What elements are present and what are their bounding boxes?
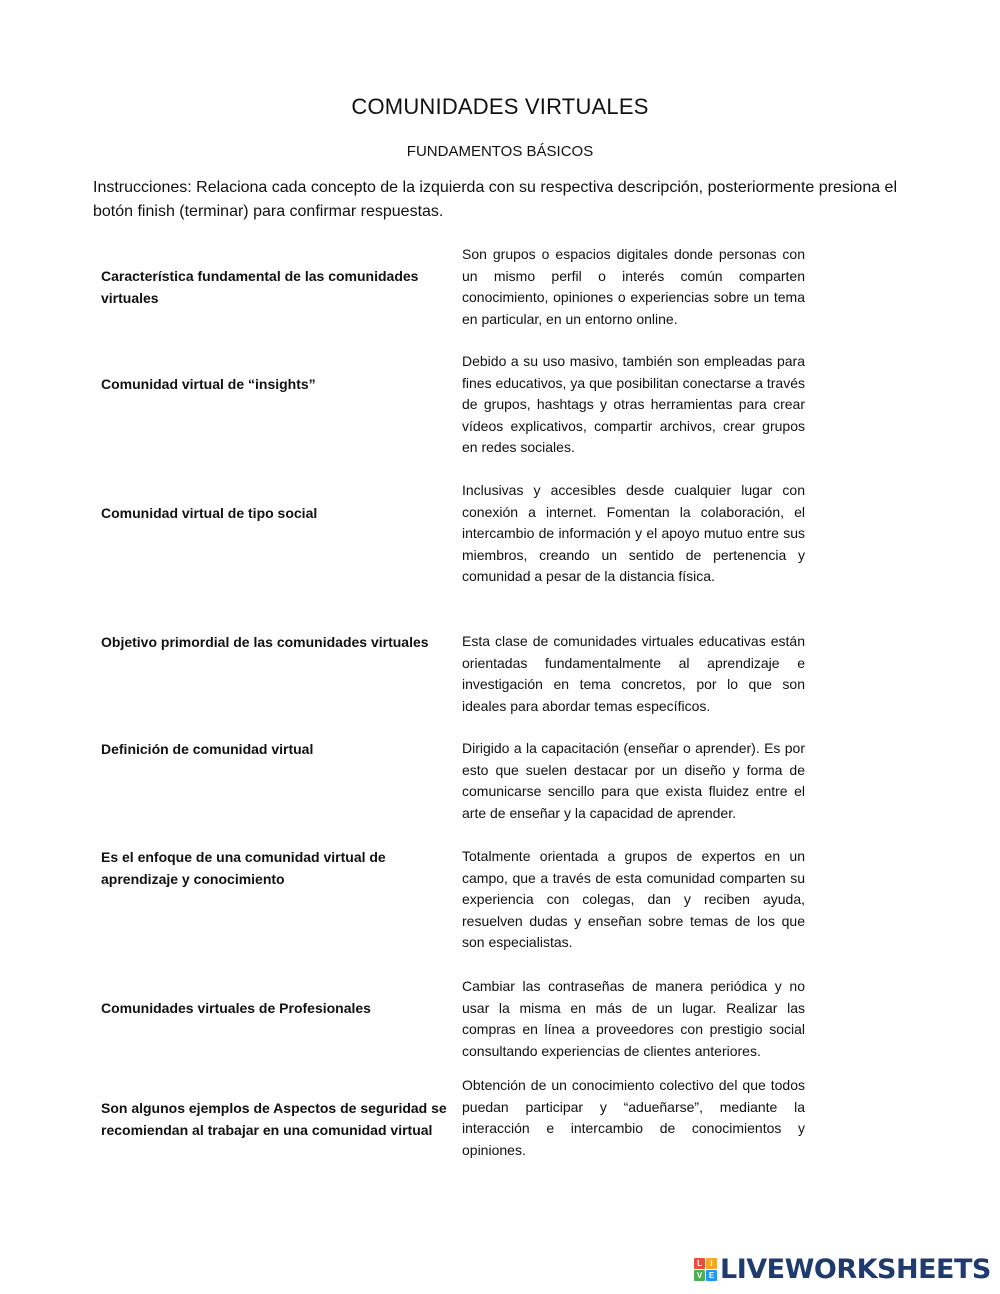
description-item: Inclusivas y accesibles desde cualquier lugar con conexión a internet. Fomentan la colaboración, el intercambio de información y el apoyo mutuo entre sus miembros, creando un sentido de pertenencia y comunidad a pesar de la distancia física. <box>462 482 805 584</box>
description-item: Obtención de un conocimiento colectivo del que todos puedan participar y “adueñarse”, mediante la interacción e intercambio de conocimientos y opiniones. <box>462 1077 805 1158</box>
concept-item: Comunidad virtual de “insights” <box>101 376 316 392</box>
logo-mark-tile: E <box>706 1270 717 1281</box>
description-item: Debido a su uso masivo, también son empleadas para fines educativos, ya que posibilitan conectarse a través de grupos, hashtags y otras herramientas para crear vídeos explicativos, compartir archivos, crear grupos en redes sociales. <box>462 353 805 455</box>
liveworksheets-logo <box>694 1252 991 1286</box>
logo-mark-tile: V <box>694 1270 705 1281</box>
concept-item: Comunidad virtual de tipo social <box>101 505 318 521</box>
concept-item: Objetivo primordial de las comunidades virtuales <box>101 634 429 650</box>
description-item: Son grupos o espacios digitales donde personas con un mismo perfil o interés común comparten conocimiento, opiniones o experiencias sobre un tema en particular, en un entorno online. <box>462 246 805 327</box>
page-subtitle: FUNDAMENTOS BÁSICOS <box>406 143 594 160</box>
logo-mark-tile: I <box>706 1258 717 1269</box>
concept-item: Son algunos ejemplos de Aspectos de seguridad se recomiendan al trabajar en una comunidad virtual <box>101 1100 447 1138</box>
description-item: Cambiar las contraseñas de manera periódica y no usar la misma en más de un lugar. Realizar las compras en línea a proveedores con prestigio social consultando experiencias de clientes anteriores. <box>462 978 805 1059</box>
concept-item: Es el enfoque de una comunidad virtual de aprendizaje y conocimiento <box>101 849 386 887</box>
description-item: Totalmente orientada a grupos de expertos en un campo, que a través de esta comunidad comparten su experiencia con colegas, dan y reciben ayuda, resuelven dudas y enseñan sobre temas de los que son especialistas. <box>462 848 805 950</box>
concept-item: Comunidades virtuales de Profesionales <box>101 1000 371 1016</box>
logo-mark-tile: L <box>694 1258 705 1269</box>
concept-item: Característica fundamental de las comunidades virtuales <box>101 268 419 306</box>
instructions-text: Instrucciones: Relaciona cada concepto de la izquierda con su respectiva descripción, posteriormente presiona el botón finish (terminar) para confirmar respuestas. <box>93 179 898 220</box>
page-title: COMUNIDADES VIRTUALES <box>351 94 649 119</box>
description-item: Dirigido a la capacitación (enseñar o aprender). Es por esto que suelen destacar por un diseño y forma de comunicarse sencillo para que exista fluidez entre el arte de enseñar y la capacidad de aprender. <box>462 740 805 821</box>
logo-mark-icon <box>694 1258 717 1281</box>
description-item: Esta clase de comunidades virtuales educativas están orientadas fundamentalmente al aprendizaje e investigación en tema concretos, por lo que son ideales para abordar temas específicos. <box>462 633 805 714</box>
concept-item: Definición de comunidad virtual <box>101 741 314 757</box>
logo-text: LIVEWORKSHEETS <box>720 1253 991 1285</box>
